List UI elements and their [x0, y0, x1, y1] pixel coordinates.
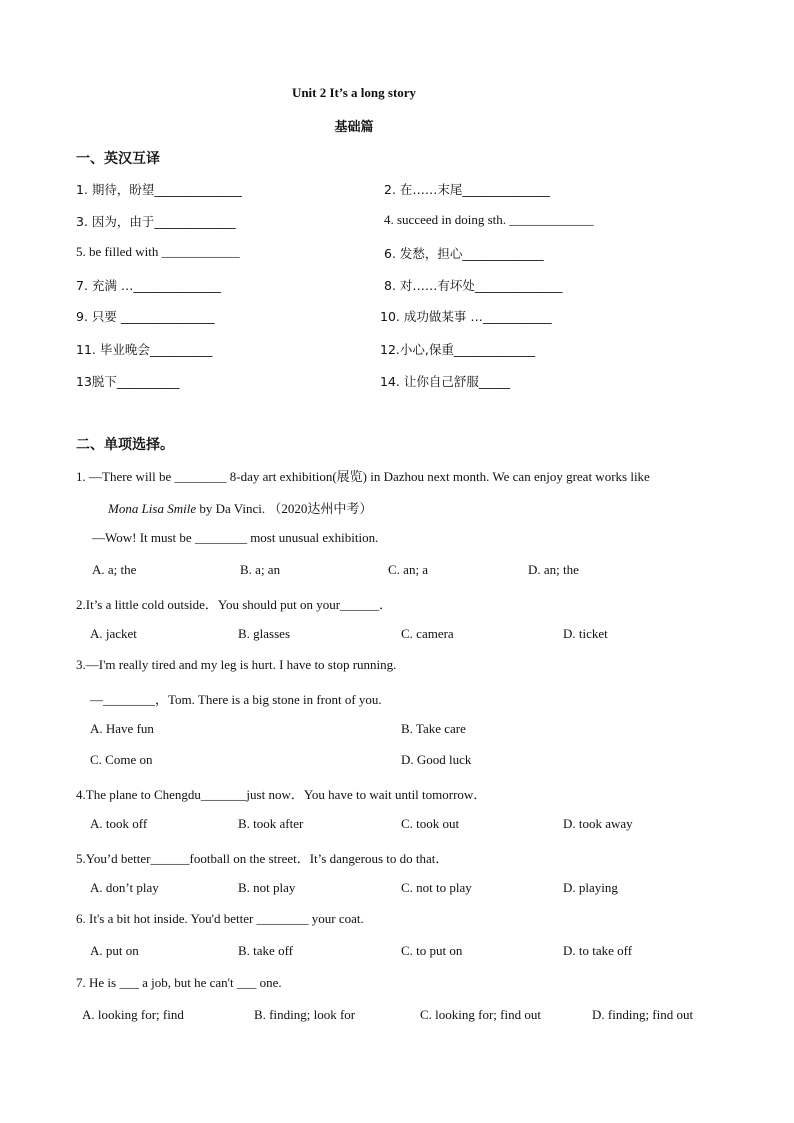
question-1-source: by Da Vinci. （2020达州中考） — [196, 501, 373, 516]
question-4-option-b: B. took after — [238, 816, 304, 831]
vocab-item-14: 14. 让你自己舒服_____ — [380, 374, 511, 389]
question-6-option-c: C. to put on — [401, 943, 463, 958]
question-6-option-b: B. take off — [238, 943, 293, 958]
question-3-option-a: A. Have fun — [90, 721, 154, 736]
question-2-option-a: A. jacket — [90, 626, 137, 641]
question-5-line-1: 5.You’d better______football on the street．It’s dangerous to do that． — [76, 851, 449, 866]
question-1-line-3: —Wow! It must be ________ most unusual exhibition. — [92, 530, 379, 545]
question-6-line-1: 6. It's a bit hot inside. You'd better ________ your coat. — [76, 911, 364, 926]
question-6-option-a: A. put on — [90, 943, 139, 958]
page-subtitle: 基础篇 — [334, 120, 374, 135]
vocab-item-7: 7. 充满 …______________ — [76, 278, 221, 293]
question-1-option-d: D. an; the — [528, 562, 579, 577]
vocab-item-11: 11. 毕业晚会__________ — [76, 342, 213, 357]
vocab-item-13: 13脱下__________ — [76, 374, 180, 389]
question-4-option-c: C. took out — [401, 816, 460, 831]
question-5-option-b: B. not play — [238, 880, 296, 895]
question-2-option-d: D. ticket — [563, 626, 608, 641]
vocab-item-4: 4. succeed in doing sth. _____________ — [384, 212, 594, 227]
vocab-item-1: 1. 期待，盼望______________ — [76, 182, 242, 197]
question-2-option-c: C. camera — [401, 626, 454, 641]
question-1-line-2 — [108, 498, 372, 517]
section-heading-translation: 一、英汉互译 — [76, 151, 160, 167]
question-7-option-a: A. looking for; find — [82, 1007, 184, 1022]
vocab-item-5: 5. be filled with ____________ — [76, 244, 240, 259]
question-6-option-d: D. to take off — [563, 943, 633, 958]
question-7-option-d: D. finding; find out — [592, 1007, 694, 1022]
question-1-option-b: B. a; an — [240, 562, 281, 577]
question-2-line-1: 2.It’s a little cold outside．You should put on your______． — [76, 597, 393, 612]
question-3-line-1: 3.—I'm really tired and my leg is hurt. I have to stop running. — [76, 657, 397, 672]
artwork-title: Mona Lisa Smile — [108, 501, 197, 516]
question-3-line-2: —________，Tom. There is a big stone in front of you. — [90, 692, 382, 707]
question-3-option-b: B. Take care — [401, 721, 466, 736]
question-7-option-b: B. finding; look for — [254, 1007, 356, 1022]
question-4-line-1: 4.The plane to Chengdu_______just now．You have to wait until tomorrow． — [76, 787, 487, 802]
question-7-line-1: 7. He is ___ a job, but he can't ___ one. — [76, 975, 282, 990]
vocab-item-2: 2. 在……末尾______________ — [384, 182, 550, 197]
question-5-option-d: D. playing — [563, 880, 618, 895]
question-4-option-d: D. took away — [563, 816, 633, 831]
question-1-option-a: A. a; the — [92, 562, 137, 577]
vocab-item-10: 10. 成功做某事 …___________ — [380, 309, 552, 324]
question-5-option-a: A. don’t play — [90, 880, 159, 895]
question-7-option-c: C. looking for; find out — [420, 1007, 541, 1022]
question-3-option-d: D. Good luck — [401, 752, 472, 767]
page-title: Unit 2 It’s a long story — [291, 85, 417, 100]
question-3-option-c: C. Come on — [90, 752, 153, 767]
question-4-option-a: A. took off — [90, 816, 148, 831]
question-2-option-b: B. glasses — [238, 626, 290, 641]
question-5-option-c: C. not to play — [401, 880, 472, 895]
vocab-item-6: 6. 发愁，担心_____________ — [384, 246, 544, 261]
vocab-item-3: 3. 因为，由于_____________ — [76, 214, 236, 229]
vocab-item-8: 8. 对……有坏处______________ — [384, 278, 563, 293]
section-heading-multiple-choice: 二、单项选择。 — [76, 437, 174, 453]
vocab-item-9: 9. 只要 _______________ — [76, 309, 215, 324]
question-1-option-c: C. an; a — [388, 562, 429, 577]
question-1-line-1: 1. —There will be ________ 8-day art exhibition(展览) in Dazhou next month. We can enjoy great works like — [76, 469, 650, 484]
vocab-item-12: 12.小心,保重_____________ — [380, 342, 536, 357]
